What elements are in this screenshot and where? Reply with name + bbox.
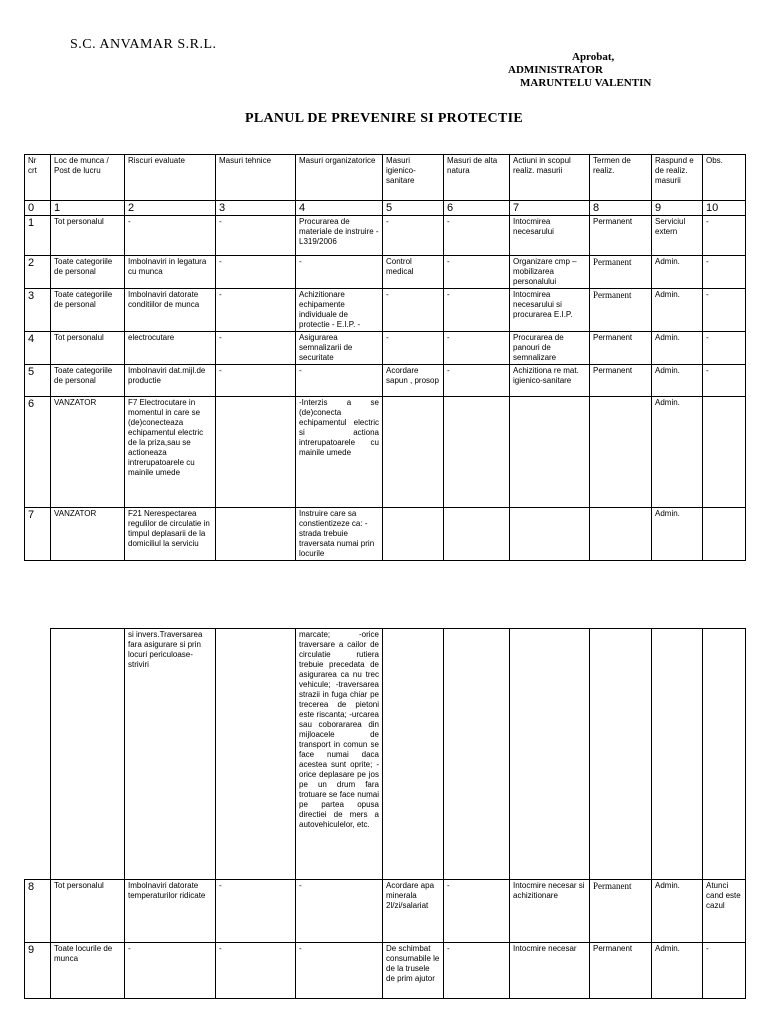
cell-organizational: Procurarea de materiale de instruire - L319/2006 [296, 216, 383, 256]
table-row [25, 365, 746, 397]
cell-actions [510, 397, 590, 508]
cell-risk: Imbolnaviri datorate conditiilor de munca [125, 289, 216, 332]
row-number: 9 [25, 943, 51, 999]
table-row [25, 508, 746, 561]
cell-hygiene [383, 629, 444, 880]
cell-responsible: Serviciul extern [652, 216, 703, 256]
cell-other [444, 629, 510, 880]
cell-other [444, 397, 510, 508]
row-number: 4 [25, 332, 51, 365]
cell-responsible: Admin. [652, 508, 703, 561]
header-cell: Masuri tehnice [216, 155, 296, 201]
cell-technical [216, 397, 296, 508]
row-number: 7 [25, 508, 51, 561]
index-cell: 4 [296, 201, 383, 216]
cell-deadline: Permanent [590, 880, 652, 943]
cell-responsible: Admin. [652, 256, 703, 289]
cell-organizational: marcate; -orice traversare a cailor de circulatie rutiera trebuie precedata de asigurarea ca nu trec vehicule; -traversarea strazii in fuga chiar pe trecerea de pietoni este riscanta; -urcarea sau coborararea din mijloacele de transport in comun se face numai daca acestea sunt oprite; -orice deplasare pe jos pe un drum fara trotuare se face numai pe partea opusa directiei de mers a autovehiculelor, etc. [296, 629, 383, 880]
index-cell: 0 [25, 201, 51, 216]
cell-technical: - [216, 365, 296, 397]
cell-other: - [444, 332, 510, 365]
table-row [25, 397, 746, 508]
cell-deadline: Permanent [590, 256, 652, 289]
cell-hygiene [383, 508, 444, 561]
cell-hygiene: Acordare sapun , prosop [383, 365, 444, 397]
approval-label: Aprobat, [572, 51, 615, 63]
cell-risk: Imbolnaviri dat.mijl.de productie [125, 365, 216, 397]
cell-actions [510, 508, 590, 561]
cell-other: - [444, 943, 510, 999]
cell-other: - [444, 216, 510, 256]
cell-deadline: Permanent [590, 365, 652, 397]
cell-obs [703, 629, 746, 880]
cell-workplace: VANZATOR [51, 508, 125, 561]
header-cell: Masuri igienico-sanitare [383, 155, 444, 201]
approval-person: MARUNTELU VALENTIN [520, 77, 652, 89]
cell-responsible: Admin. [652, 332, 703, 365]
cell-obs: - [703, 256, 746, 289]
index-cell: 2 [125, 201, 216, 216]
index-cell: 7 [510, 201, 590, 216]
cell-technical [216, 508, 296, 561]
cell-workplace: VANZATOR [51, 397, 125, 508]
cell-actions: Achizitiona re mat. igienico-sanitare [510, 365, 590, 397]
cell-workplace: Toate categoriile de personal [51, 256, 125, 289]
header-cell: Masuri organizatorice [296, 155, 383, 201]
cell-technical: - [216, 216, 296, 256]
cell-deadline: Permanent [590, 289, 652, 332]
cell-workplace: Tot personalul [51, 332, 125, 365]
header-cell: Raspund e de realiz. masurii [652, 155, 703, 201]
cell-risk: si invers.Traversarea fara asigurare si prin locuri periculoase-striviri [125, 629, 216, 880]
index-cell: 10 [703, 201, 746, 216]
cell-technical: - [216, 943, 296, 999]
header-row [25, 155, 746, 201]
company-name: S.C. ANVAMAR S.R.L. [70, 37, 217, 52]
cell-deadline: Permanent [590, 943, 652, 999]
table-row [25, 943, 746, 999]
index-cell: 8 [590, 201, 652, 216]
cell-deadline: Permanent [590, 216, 652, 256]
header-cell: Obs. [703, 155, 746, 201]
cell-actions: Intocmirea necesarului [510, 216, 590, 256]
cell-technical: - [216, 256, 296, 289]
prevention-table-end [24, 879, 746, 999]
header-cell: Masuri de alta natura [444, 155, 510, 201]
header-cell: Riscuri evaluate [125, 155, 216, 201]
cell-organizational: - [296, 880, 383, 943]
row-number: 5 [25, 365, 51, 397]
cell-workplace: Tot personalul [51, 216, 125, 256]
cell-organizational: - [296, 943, 383, 999]
cell-organizational: - [296, 256, 383, 289]
index-cell: 9 [652, 201, 703, 216]
cell-other: - [444, 365, 510, 397]
row-number: 2 [25, 256, 51, 289]
cell-other: - [444, 880, 510, 943]
cell-risk: electrocutare [125, 332, 216, 365]
cell-actions [510, 629, 590, 880]
cell-hygiene: Control medical [383, 256, 444, 289]
table-row [25, 332, 746, 365]
cell-risk: - [125, 943, 216, 999]
cell-hygiene: - [383, 289, 444, 332]
cell-obs: - [703, 365, 746, 397]
cell-organizational: - [296, 365, 383, 397]
prevention-table-continued [50, 628, 746, 880]
cell-hygiene: De schimbat consumabile le de la trusele de prim ajutor [383, 943, 444, 999]
index-row [25, 201, 746, 216]
row-number: 6 [25, 397, 51, 508]
row-number: 3 [25, 289, 51, 332]
approval-role: ADMINISTRATOR [508, 64, 603, 76]
cell-organizational: -Interzis a se (de)conecta echipamentul electric si actiona intrerupatoarele cu mainile umede [296, 397, 383, 508]
cell-workplace: Toate locurile de munca [51, 943, 125, 999]
cell-actions: Intocmirea necesarului si procurarea E.I.P. [510, 289, 590, 332]
cell-risk: F21 Nerespectarea regulilor de circulatie in timpul deplasarii de la domiciliul la serviciu [125, 508, 216, 561]
header-cell: Loc de munca / Post de lucru [51, 155, 125, 201]
approval-block [508, 51, 651, 90]
cell-responsible: Admin. [652, 880, 703, 943]
cell-deadline [590, 397, 652, 508]
cell-responsible: Admin. [652, 289, 703, 332]
cell-responsible [652, 629, 703, 880]
cell-risk: - [125, 216, 216, 256]
cell-hygiene: - [383, 332, 444, 365]
cell-technical: - [216, 332, 296, 365]
cell-workplace: Tot personalul [51, 880, 125, 943]
cell-actions: Intocmire necesar si achizitionare [510, 880, 590, 943]
table-row [25, 256, 746, 289]
table-row [25, 289, 746, 332]
cell-organizational: Instruire care sa constientizeze ca: -strada trebuie traversata numai prin locurile [296, 508, 383, 561]
cell-risk: F7 Electrocutare in momentul in care se (de)conecteaza echipamentul electric de la priza,sau se actioneaza intrerupatoarele cu mainile umede [125, 397, 216, 508]
cell-obs [703, 508, 746, 561]
cell-technical: - [216, 880, 296, 943]
index-cell: 1 [51, 201, 125, 216]
cell-technical [216, 629, 296, 880]
row-number: 8 [25, 880, 51, 943]
cell-other: - [444, 256, 510, 289]
cell-hygiene: - [383, 216, 444, 256]
cell-hygiene: Acordare apa minerala 2l/zi/salariat [383, 880, 444, 943]
table-row [25, 880, 746, 943]
header-cell: Actiuni in scopul realiz. masurii [510, 155, 590, 201]
cell-risk: Imbolnaviri datorate temperaturilor ridicate [125, 880, 216, 943]
cell-actions: Procurarea de panouri de semnalizare [510, 332, 590, 365]
cell-workplace: Toate categoriile de personal [51, 289, 125, 332]
cell-deadline [590, 508, 652, 561]
cell-responsible: Admin. [652, 397, 703, 508]
cell-workplace: Toate categoriile de personal [51, 365, 125, 397]
cell-obs: - [703, 332, 746, 365]
document-title: PLANUL DE PREVENIRE SI PROTECTIE [245, 111, 523, 126]
cell-other: - [444, 289, 510, 332]
cell-hygiene [383, 397, 444, 508]
cell-organizational: Asigurarea semnalizarii de securitate [296, 332, 383, 365]
cell-obs: - [703, 289, 746, 332]
cell-obs: - [703, 216, 746, 256]
cell-deadline [590, 629, 652, 880]
cell-obs: - [703, 943, 746, 999]
cell-actions: Organizare cmp – mobilizarea personalului [510, 256, 590, 289]
cell-other [444, 508, 510, 561]
cell-technical: - [216, 289, 296, 332]
cell-obs [703, 397, 746, 508]
header-cell: Termen de realiz. [590, 155, 652, 201]
prevention-table [24, 154, 746, 561]
cell-deadline: Permanent [590, 332, 652, 365]
cell-workplace [51, 629, 125, 880]
table-row [25, 216, 746, 256]
index-cell: 6 [444, 201, 510, 216]
cell-risk: Imbolnaviri in legatura cu munca [125, 256, 216, 289]
cell-organizational: Achizitionare echipamente individuale de protectie - E.I.P. - [296, 289, 383, 332]
index-cell: 3 [216, 201, 296, 216]
header-cell: Nr crt [25, 155, 51, 201]
cell-responsible: Admin. [652, 365, 703, 397]
cell-obs: Atunci cand este cazul [703, 880, 746, 943]
row-number: 1 [25, 216, 51, 256]
cell-actions: Intocmire necesar [510, 943, 590, 999]
table-row-continuation [51, 629, 746, 880]
cell-responsible: Admin. [652, 943, 703, 999]
index-cell: 5 [383, 201, 444, 216]
